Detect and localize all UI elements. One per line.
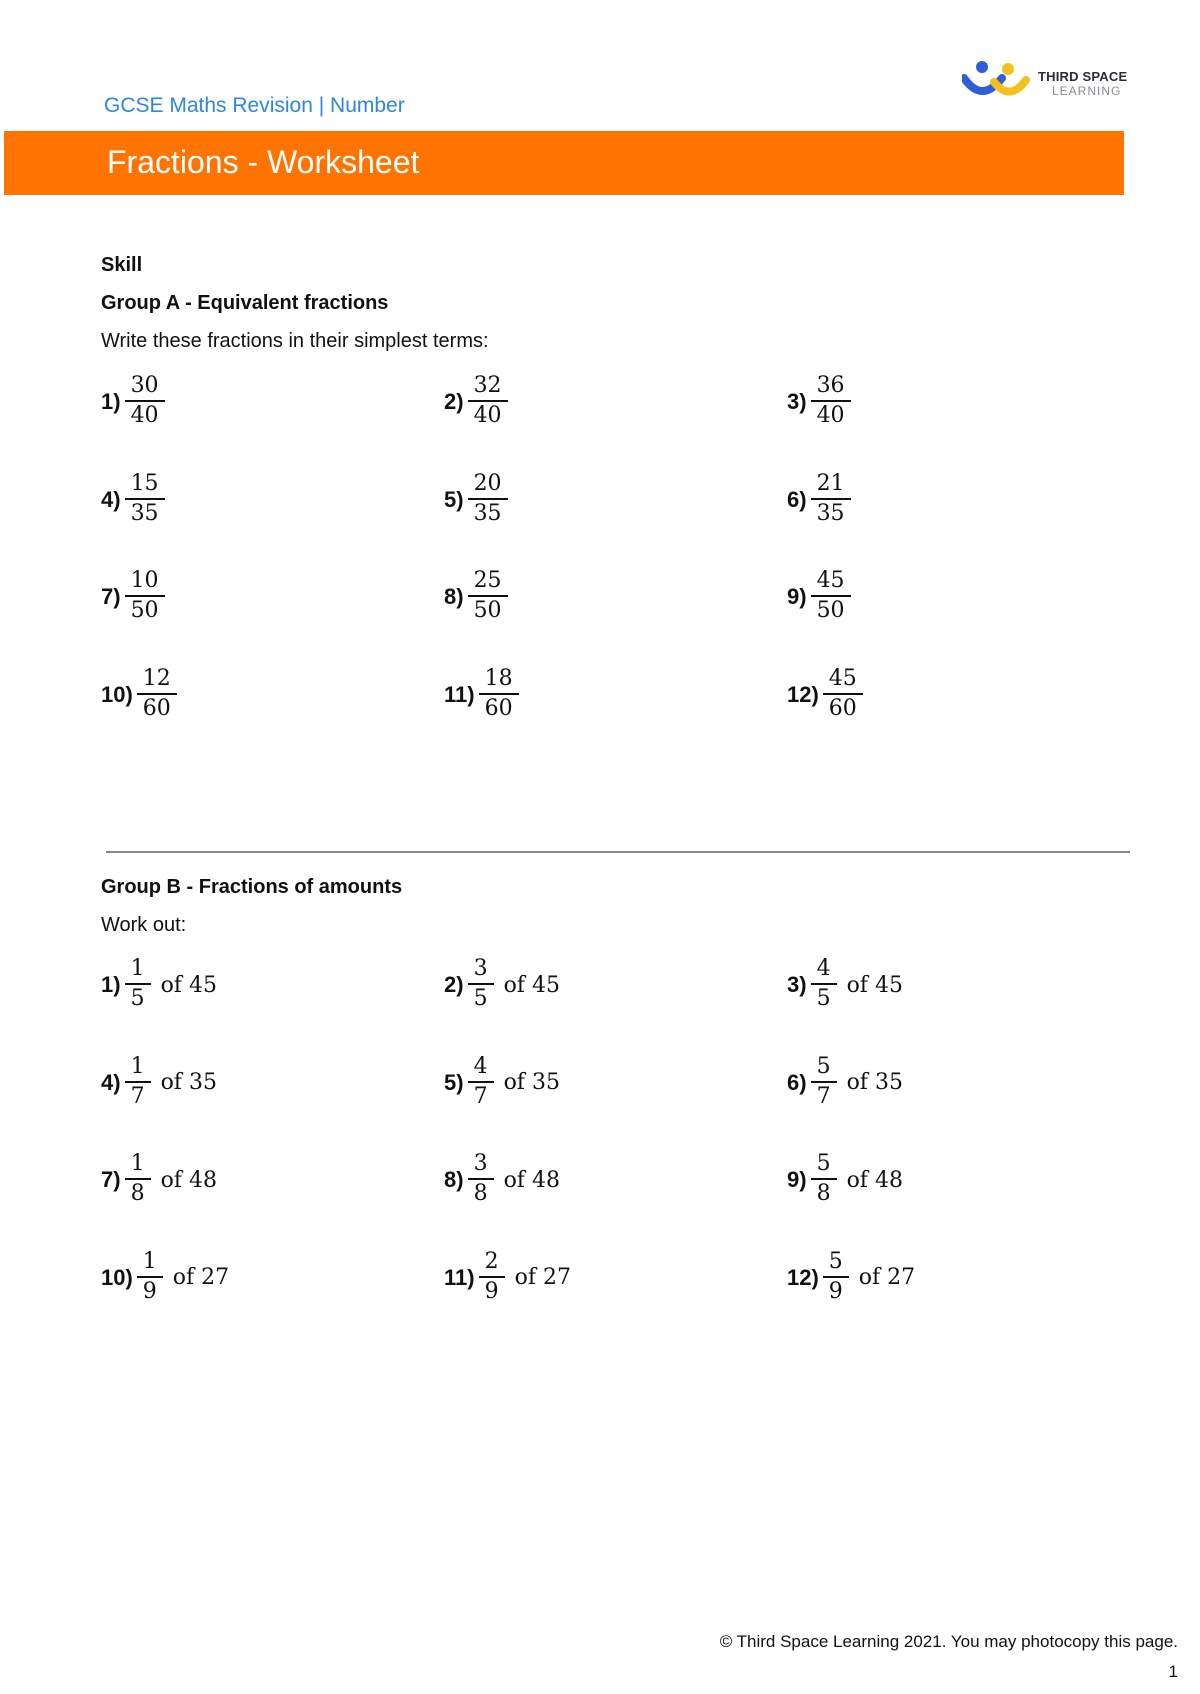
amount-text: of 48 xyxy=(846,1167,903,1193)
question-number: 1) xyxy=(101,972,121,997)
amount-text: of 27 xyxy=(858,1265,916,1290)
question-item xyxy=(787,372,851,432)
fraction xyxy=(468,372,508,430)
question-item xyxy=(787,955,903,1015)
question-item xyxy=(787,470,851,530)
question-item xyxy=(444,665,519,725)
fraction xyxy=(811,567,851,625)
amount-text: of 35 xyxy=(846,1070,903,1095)
group-a-instruction: Write these fractions in their simplest terms: xyxy=(101,330,489,352)
fraction xyxy=(137,1248,163,1306)
fraction-numerator: 20 xyxy=(468,470,508,500)
fraction xyxy=(137,665,177,723)
question-item xyxy=(787,1248,915,1308)
fraction xyxy=(823,1248,849,1306)
fraction-numerator: 45 xyxy=(811,567,851,597)
question-number: 6) xyxy=(787,1069,807,1095)
question-item xyxy=(101,372,165,432)
fraction-numerator: 5 xyxy=(823,1248,849,1278)
fraction-numerator: 5 xyxy=(811,1150,837,1180)
fraction-numerator: 1 xyxy=(125,955,151,985)
question-number: 8) xyxy=(444,584,464,609)
page-subtitle: GCSE Maths Revision | Number xyxy=(104,94,405,117)
fraction-numerator: 3 xyxy=(468,1150,494,1180)
fraction-numerator: 4 xyxy=(811,955,837,985)
fraction-numerator: 21 xyxy=(811,470,851,500)
amount-text: of 48 xyxy=(160,1167,217,1193)
fraction xyxy=(811,955,837,1013)
question-number: 10) xyxy=(101,681,133,707)
fraction-numerator: 15 xyxy=(125,470,165,500)
question-item xyxy=(101,1053,217,1113)
fraction xyxy=(125,1053,151,1111)
fraction-denominator: 9 xyxy=(142,1278,157,1304)
fraction xyxy=(125,1150,151,1208)
amount-text: of 45 xyxy=(846,972,903,998)
question-number: 5) xyxy=(444,486,464,512)
title-banner xyxy=(4,131,1124,195)
fraction-numerator: 18 xyxy=(479,665,519,695)
amount-text: of 45 xyxy=(160,972,217,998)
page-number: 1 xyxy=(1168,1662,1178,1681)
fraction-denominator: 5 xyxy=(816,986,831,1011)
question-item xyxy=(444,1150,560,1210)
question-item xyxy=(101,955,217,1015)
group-b-instruction: Work out: xyxy=(101,914,187,936)
amount-text: of 27 xyxy=(172,1265,230,1290)
fraction xyxy=(468,470,508,528)
question-item xyxy=(101,470,165,530)
question-number: 8) xyxy=(444,1167,464,1192)
question-number: 7) xyxy=(101,584,121,609)
question-number: 11) xyxy=(444,1264,475,1290)
fraction-denominator: 40 xyxy=(130,403,159,428)
question-number: 12) xyxy=(787,1264,819,1290)
amount-text: of 48 xyxy=(503,1167,560,1193)
fraction-numerator: 4 xyxy=(468,1053,494,1083)
fraction-numerator: 3 xyxy=(468,955,494,985)
fraction-numerator: 25 xyxy=(468,567,508,597)
fraction-denominator: 5 xyxy=(130,986,145,1011)
fraction-denominator: 50 xyxy=(473,598,502,623)
question-number: 6) xyxy=(787,486,807,512)
question-item xyxy=(444,470,508,530)
fraction-denominator: 7 xyxy=(130,1083,145,1109)
logo-text xyxy=(1038,69,1127,99)
question-item xyxy=(444,955,560,1015)
fraction xyxy=(125,372,165,430)
fraction xyxy=(468,567,508,625)
page-title: Fractions - Worksheet xyxy=(107,144,420,180)
question-item xyxy=(787,1053,903,1113)
question-number: 9) xyxy=(787,1167,807,1192)
question-item xyxy=(787,1150,903,1210)
fraction-numerator: 1 xyxy=(137,1248,163,1278)
fraction-numerator: 30 xyxy=(125,372,165,402)
logo-line-1: THIRD SPACE xyxy=(1038,69,1128,84)
group-a-heading: Group A - Equivalent fractions xyxy=(101,292,389,314)
fraction xyxy=(468,1053,494,1111)
question-item xyxy=(101,1248,229,1308)
fraction-denominator: 7 xyxy=(816,1083,831,1109)
fraction xyxy=(479,1248,505,1306)
fraction xyxy=(811,372,851,430)
question-number: 1) xyxy=(101,389,121,414)
group-b-heading: Group B - Fractions of amounts xyxy=(101,876,403,898)
fraction-denominator: 60 xyxy=(142,695,171,721)
amount-text: of 27 xyxy=(514,1265,571,1290)
skill-label: Skill xyxy=(101,254,143,276)
question-number: 3) xyxy=(787,972,807,997)
fraction-denominator: 8 xyxy=(473,1181,488,1206)
question-item xyxy=(101,567,165,627)
fraction xyxy=(125,955,151,1013)
fraction-numerator: 1 xyxy=(125,1053,151,1083)
question-item xyxy=(787,567,851,627)
fraction-denominator: 35 xyxy=(473,500,502,526)
copyright-footer: © Third Space Learning 2021. You may photocopy this page. xyxy=(719,1632,1178,1651)
third-space-learning-logo xyxy=(962,60,1142,106)
question-item xyxy=(444,372,508,432)
fraction-numerator: 1 xyxy=(125,1150,151,1180)
fraction xyxy=(823,665,863,723)
fraction-denominator: 40 xyxy=(473,403,502,428)
logo-line-2: LEARNING xyxy=(1052,84,1122,98)
question-item xyxy=(101,1150,217,1210)
amount-text: of 35 xyxy=(160,1070,217,1095)
question-number: 7) xyxy=(101,1167,121,1192)
fraction xyxy=(468,1150,494,1208)
question-number: 2) xyxy=(444,972,464,997)
question-number: 4) xyxy=(101,486,121,512)
fraction xyxy=(811,1053,837,1111)
fraction-numerator: 45 xyxy=(823,665,863,695)
question-item xyxy=(101,665,177,725)
fraction-denominator: 60 xyxy=(828,695,857,721)
amount-text: of 45 xyxy=(503,972,560,998)
fraction-numerator: 12 xyxy=(137,665,177,695)
fraction-numerator: 2 xyxy=(479,1248,505,1278)
fraction xyxy=(125,470,165,528)
fraction-denominator: 8 xyxy=(816,1181,831,1206)
fraction-denominator: 40 xyxy=(816,403,845,428)
question-item xyxy=(787,665,863,725)
fraction xyxy=(811,1150,837,1208)
amount-text: of 35 xyxy=(503,1070,560,1095)
fraction xyxy=(479,665,519,723)
question-number: 12) xyxy=(787,681,819,707)
fraction-denominator: 35 xyxy=(816,500,845,526)
fraction-numerator: 36 xyxy=(811,372,851,402)
logo-icon xyxy=(962,60,1030,106)
fraction-numerator: 32 xyxy=(468,372,508,402)
question-item xyxy=(444,1248,571,1308)
question-number: 2) xyxy=(444,389,464,414)
question-number: 3) xyxy=(787,389,807,414)
fraction xyxy=(468,955,494,1013)
fraction xyxy=(125,567,165,625)
fraction-denominator: 9 xyxy=(828,1278,843,1304)
question-item xyxy=(444,1053,560,1113)
question-number: 9) xyxy=(787,584,807,609)
question-number: 11) xyxy=(444,681,475,707)
question-number: 10) xyxy=(101,1264,133,1290)
fraction-denominator: 8 xyxy=(130,1181,145,1206)
question-item xyxy=(444,567,508,627)
fraction-denominator: 50 xyxy=(816,598,845,623)
question-number: 4) xyxy=(101,1069,121,1095)
fraction-denominator: 60 xyxy=(484,695,513,721)
fraction-denominator: 7 xyxy=(473,1083,488,1109)
fraction-denominator: 9 xyxy=(484,1278,499,1304)
fraction-numerator: 10 xyxy=(125,567,165,597)
fraction-denominator: 35 xyxy=(130,500,159,526)
fraction-denominator: 5 xyxy=(473,986,488,1011)
section-divider xyxy=(106,851,1130,853)
fraction xyxy=(811,470,851,528)
fraction-numerator: 5 xyxy=(811,1053,837,1083)
question-number: 5) xyxy=(444,1069,464,1095)
fraction-denominator: 50 xyxy=(130,598,159,623)
